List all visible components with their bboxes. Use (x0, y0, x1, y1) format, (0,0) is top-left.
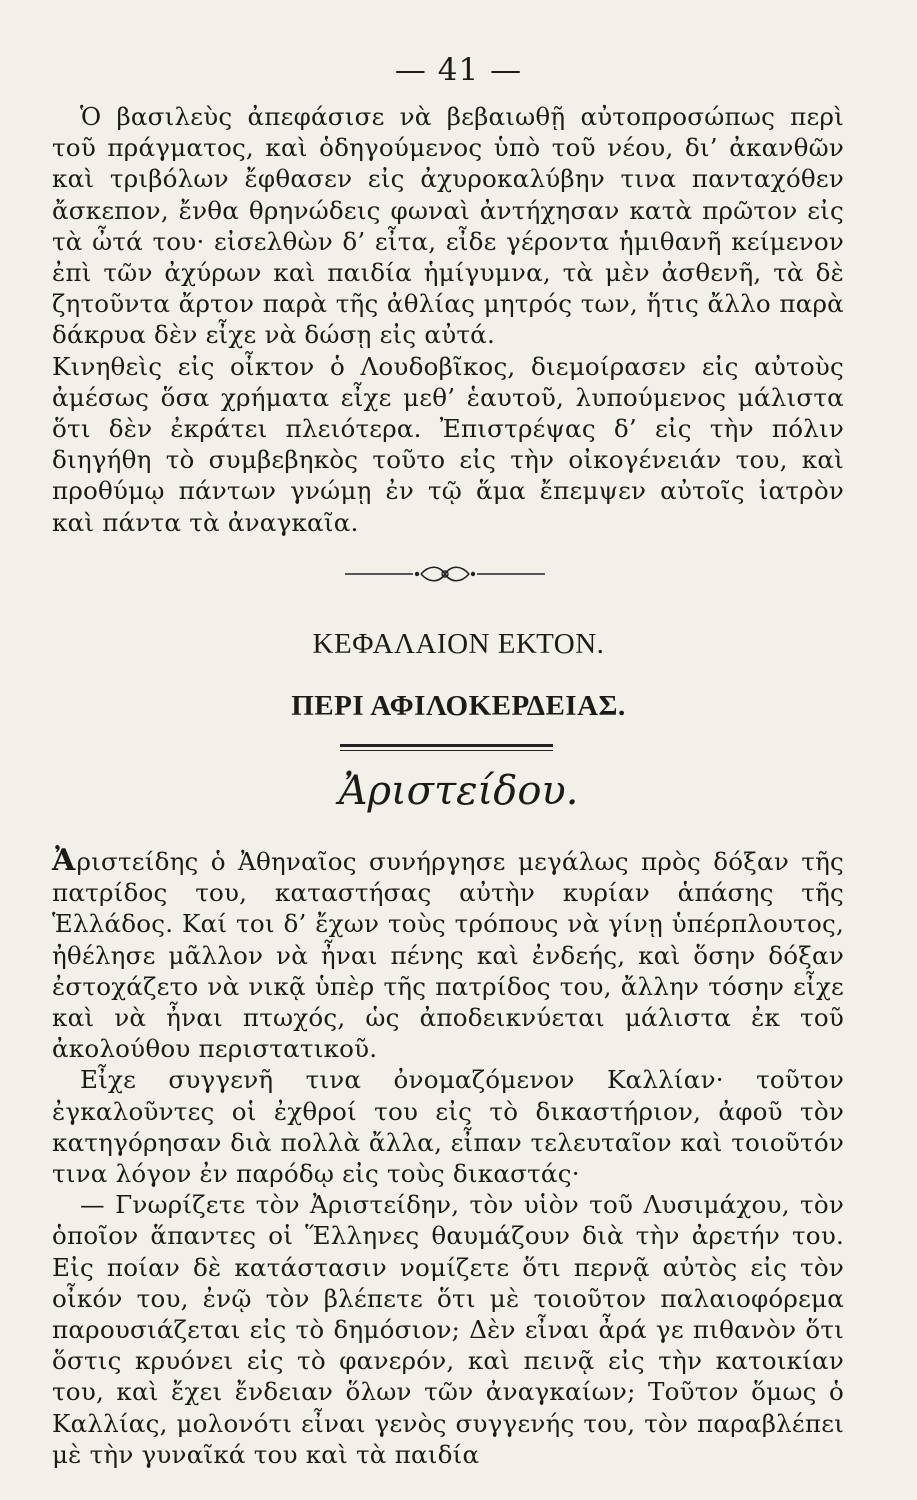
paragraph: Ὁ βασιλεὺς ἀπεφάσισε νὰ βεβαιωθῇ αὐτοπροσώπως περὶ τοῦ πράγματος, καὶ ὁδηγούμενος ὑπὸ τοῦ νέου, δι’ ἀκανθῶν καὶ τριβόλων ἔφθασεν εἰς ἀχυροκαλύβην τινα πανταχόθεν ἄσκεπον, ἔνθα θρηνώδεις φωναὶ ἀντήχησαν κατὰ πρῶτον εἰς τὰ ὦτά του· εἰσελθὼν δ’ εἶτα, εἶδε γέροντα ἡμιθανῆ κείμενον ἐπὶ τῶν ἀχύρων καὶ παιδία ἡμίγυμνα, τὰ μὲν ἀσθενῆ, τὰ δὲ ζητοῦντα ἄρτον παρὰ τῆς ἀθλίας μητρός των, ἥτις ἄλλο παρὰ δάκρυα δὲν εἶχε νὰ δώσῃ εἰς αὐτά. (52, 102, 844, 350)
chapter-subject: ΠΕΡΙ ΑΦΙΛΟΚΕΡΔΕΙΑΣ. (291, 690, 626, 722)
paragraph-with-initial (52, 843, 844, 1064)
double-rule-thin (340, 750, 553, 751)
text-block-bottom (52, 843, 844, 1470)
double-rule-thick (340, 744, 553, 747)
paragraph-text: ριστείδης ὁ Ἀθηναῖος συνήργησε μεγάλως πρὸς δόξαν τῆς πατρίδος του, καταστήσας αὐτὴν κυρίαν ἁπάσης τῆς Ἑλλάδος. Καί τοι δ’ ἔχων τοὺς τρόπους νὰ γίνῃ ὑπέρπλουτος, ἠθέλησε μᾶλλον νὰ ἦναι πένης καὶ ἐνδεής, καὶ ὅσην δόξαν ἐστοχάζετο νὰ νικᾷ ὑπὲρ τῆς πατρίδος του, ἄλλην τόσην εἶχε καὶ νὰ ἦναι πτωχός, ὡς ἀποδεικνύεται μάλιστα ἐκ τοῦ ἀκολούθου περιστατικοῦ. (52, 847, 844, 1064)
chapter-title: ΚΕΦΑΛΑΙΟΝ ΕΚΤΟΝ. (312, 628, 605, 660)
paragraph: Εἶχε συγγενῆ τινα ὀνομαζόμενον Καλλίαν· τοῦτον ἐγκαλοῦντες οἱ ἐχθροί του εἰς τὸ δικαστήριον, ἀφοῦ τὸν κατηγόρησαν διὰ πολλὰ ἄλλα, εἶπαν τελευταῖον καὶ τοιοῦτόν τινα λόγον ἐν παρόδῳ εἰς τοὺς δικαστάς· (52, 1065, 844, 1189)
page-number: — 41 — (394, 52, 523, 88)
paragraph: Κινηθεὶς εἰς οἶκτον ὁ Λουδοβῖκος, διεμοίρασεν εἰς αὐτοὺς ἀμέσως ὅσα χρήματα εἶχε μεθ’ ἑαυτοῦ, λυπούμενος μάλιστα ὅτι δὲν ἐκράτει πλειότερα. Ἐπιστρέψας δ’ εἰς τὴν πόλιν διηγήθη τὸ συμβεβηκὸς τοῦτο εἰς τὴν οἰκογένειάν του, καὶ προθύμῳ πάντων γνώμῃ ἐν τῷ ἅμα ἔπεμψεν αὐτοῖς ἰατρὸν καὶ πάντα τὰ ἀναγκαῖα. (52, 351, 844, 537)
text-block-top (52, 101, 844, 538)
drop-initial: Ἀ (52, 843, 76, 878)
section-heading: Ἀριστείδου. (338, 768, 579, 814)
ornament-divider (345, 563, 545, 585)
paragraph: — Γνωρίζετε τὸν Ἀριστείδην, τὸν υἱὸν τοῦ Λυσιμάχου, τὸν ὁποῖον ἅπαντες οἱ Ἕλληνες θαυμάζουν διὰ τὴν ἀρετήν του. Εἰς ποίαν δὲ κατάστασιν νομίζετε ὅτι περνᾷ αὐτὸς εἰς τὸν οἶκόν του, ἐνῷ τὸν βλέπετε ὅτι μὲ τοιοῦτον παλαιοφόρεμα παρουσιάζεται εἰς τὸ δημόσιον; Δὲν εἶναι ἆρά γε πιθανὸν ὅτι ὅστις κρυόνει εἰς τὸ φανερόν, καὶ πεινᾷ εἰς τὴν κατοικίαν του, καὶ ἔχει ἔνδειαν ὅλων τῶν ἀναγκαίων; Τοῦτον ὅμως ὁ Καλλίας, μολονότι εἶναι γενὸς συγγενής του, τὸν παραβλέπει μὲ τὴν γυναῖκά του καὶ τὰ παιδία (52, 1190, 844, 1469)
